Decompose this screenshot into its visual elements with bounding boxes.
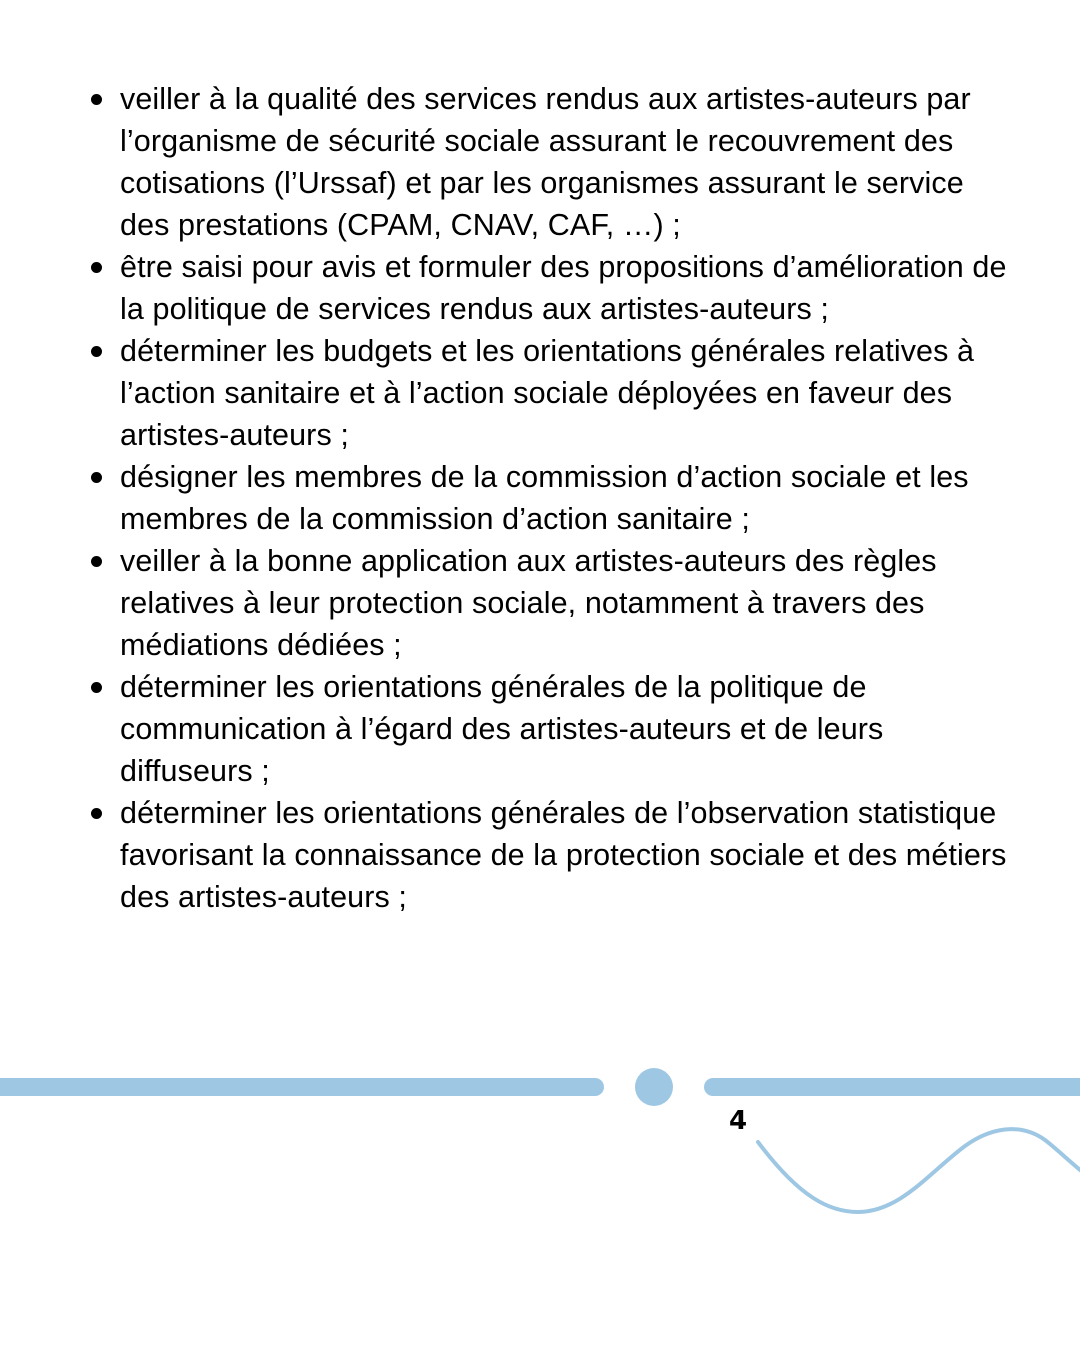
bullet-dot-icon — [91, 94, 102, 105]
list-item — [120, 246, 1010, 330]
list-item — [120, 78, 1010, 246]
list-item — [120, 792, 1010, 918]
bullet-dot-icon — [91, 262, 102, 273]
page-number: 4 — [728, 1106, 748, 1136]
bullet-dot-icon — [91, 346, 102, 357]
bullet-list — [0, 78, 1010, 918]
decorative-wave-icon — [740, 1120, 1080, 1230]
list-item — [120, 330, 1010, 456]
list-item — [120, 540, 1010, 666]
list-item — [120, 456, 1010, 540]
bullet-dot-icon — [91, 472, 102, 483]
list-item-text: déterminer les orientations générales de la politique de communication à l’égard des artistes-auteurs et de leurs diffuseurs ; — [120, 670, 884, 788]
bullet-dot-icon — [91, 556, 102, 567]
list-item-text: désigner les membres de la commission d’action sociale et les membres de la commission d’action sanitaire ; — [120, 460, 969, 536]
list-item-text: déterminer les budgets et les orientations générales relatives à l’action sanitaire et à l’action sociale déployées en faveur des artistes-auteurs ; — [120, 334, 975, 452]
divider-bar-left — [0, 1078, 604, 1096]
list-item-text: déterminer les orientations générales de l’observation statistique favorisant la connaissance de la protection sociale et des métiers des artistes-auteurs ; — [120, 796, 1007, 914]
divider-bar-right — [704, 1078, 1080, 1096]
list-item-text: être saisi pour avis et formuler des propositions d’amélioration de la politique de services rendus aux artistes-auteurs ; — [120, 250, 1007, 326]
list-item — [120, 666, 1010, 792]
divider-circle — [635, 1068, 673, 1106]
bullet-dot-icon — [91, 682, 102, 693]
list-item-text: veiller à la qualité des services rendus aux artistes-auteurs par l’organisme de sécurité sociale assurant le recouvrement des cotisations (l’Urssaf) et par les organismes assurant le service des prestations (CPAM, CNAV, CAF, …) ; — [120, 82, 971, 242]
list-item-text: veiller à la bonne application aux artistes-auteurs des règles relatives à leur protection sociale, notamment à travers des médiations dédiées ; — [120, 544, 937, 662]
document-body — [0, 78, 1080, 918]
bullet-dot-icon — [91, 808, 102, 819]
